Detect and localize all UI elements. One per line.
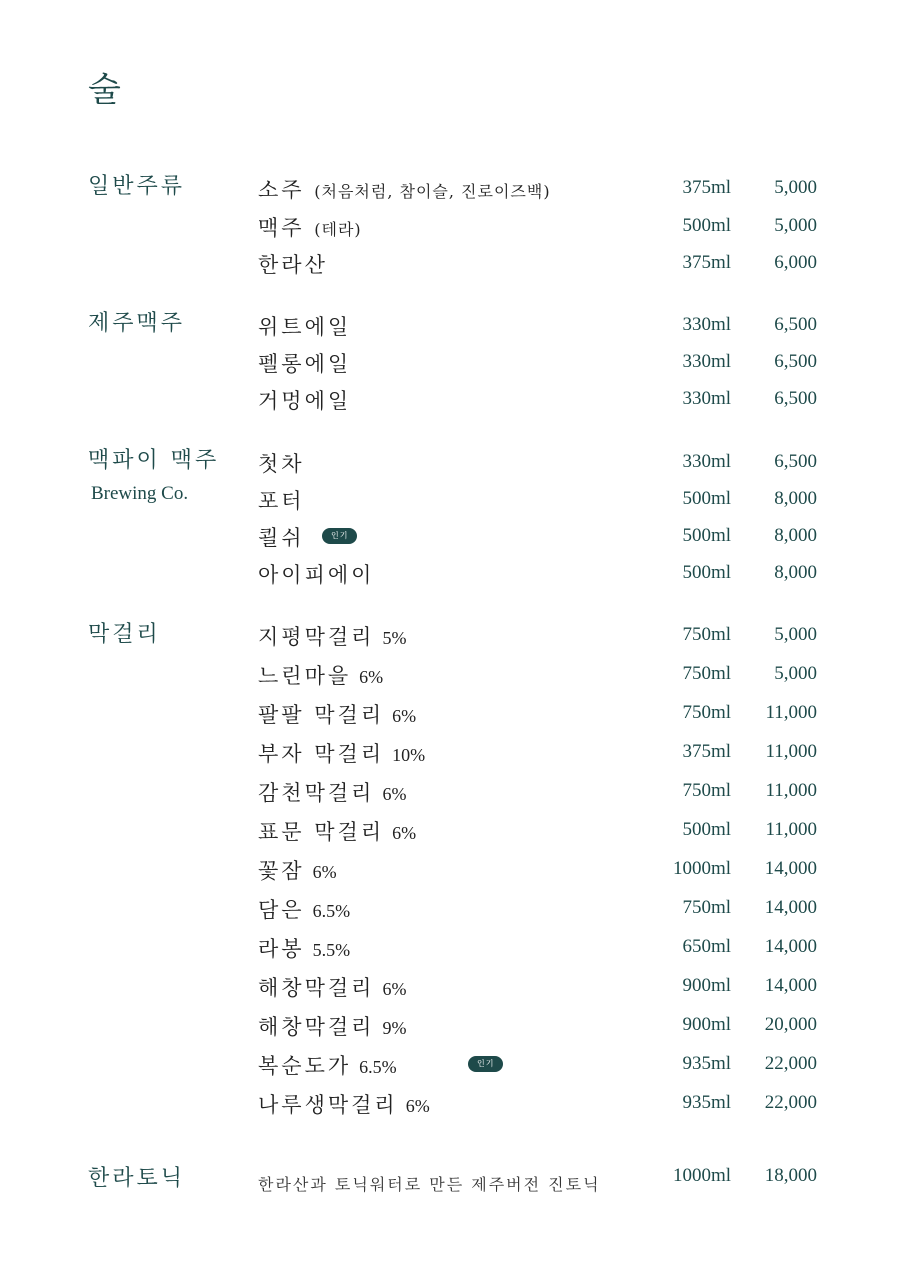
item-name: 쾰쉬 <box>258 526 305 550</box>
item-price: 6,000 <box>774 252 817 273</box>
item-price: 6,500 <box>774 388 817 409</box>
item-volume: 1000ml <box>672 1165 731 1186</box>
item-price: 11,000 <box>765 780 817 801</box>
menu-item <box>0 1011 905 1045</box>
item-abv: 6% <box>392 823 417 843</box>
item-price: 14,000 <box>764 936 817 957</box>
menu-item <box>0 855 905 889</box>
item-volume: 900ml <box>682 1014 731 1035</box>
item-volume: 330ml <box>682 451 731 472</box>
item-name: 맥주 <box>258 216 305 240</box>
item-price: 6,500 <box>774 451 817 472</box>
item-name: 라봉 <box>258 937 305 961</box>
item-name: 아이피에이 <box>258 563 375 587</box>
item-volume: 1000ml <box>672 858 731 879</box>
item-name: 해창막걸리 <box>258 1015 375 1039</box>
item-volume: 750ml <box>682 624 731 645</box>
section-title: 제주맥주 <box>88 311 186 336</box>
menu-item <box>0 699 905 733</box>
popular-badge: 인기 <box>468 1056 503 1072</box>
item-volume: 935ml <box>682 1053 731 1074</box>
item-name: 위트에일 <box>258 315 352 339</box>
menu-item <box>0 174 905 208</box>
item-name: 펠롱에일 <box>258 352 352 376</box>
menu-item <box>0 311 905 345</box>
item-price: 14,000 <box>764 975 817 996</box>
item-name: 나루생막걸리 <box>258 1093 398 1117</box>
item-price: 18,000 <box>764 1165 817 1186</box>
item-price: 11,000 <box>765 741 817 762</box>
item-price: 8,000 <box>774 488 817 509</box>
item-name: 복순도가 <box>258 1054 352 1078</box>
item-volume: 750ml <box>682 663 731 684</box>
menu-item <box>0 738 905 772</box>
section-title: 맥파이 맥주 <box>88 448 220 473</box>
item-name: 부자 막걸리 <box>258 742 385 766</box>
item-price: 5,000 <box>774 663 817 684</box>
item-price: 5,000 <box>774 624 817 645</box>
item-name: 한라산 <box>258 253 328 277</box>
item-abv: 6% <box>382 979 407 999</box>
item-volume: 330ml <box>682 314 731 335</box>
menu-item <box>0 348 905 382</box>
item-name: 거멍에일 <box>258 389 352 413</box>
menu-item <box>0 249 905 283</box>
item-abv: 6% <box>382 784 407 804</box>
item-volume: 375ml <box>682 252 731 273</box>
menu-item <box>0 559 905 593</box>
item-price: 14,000 <box>764 897 817 918</box>
item-abv: 5.5% <box>312 940 351 960</box>
item-price: 14,000 <box>764 858 817 879</box>
item-volume: 330ml <box>682 388 731 409</box>
item-volume: 500ml <box>682 215 731 236</box>
menu-item <box>0 522 905 556</box>
item-price: 11,000 <box>765 702 817 723</box>
item-volume: 750ml <box>682 897 731 918</box>
menu-item <box>0 816 905 850</box>
item-note: (테라) <box>314 220 362 239</box>
item-volume: 500ml <box>682 525 731 546</box>
item-price: 6,500 <box>774 314 817 335</box>
item-abv: 6% <box>392 706 417 726</box>
item-volume: 500ml <box>682 562 731 583</box>
menu-item <box>0 1162 905 1196</box>
popular-badge: 인기 <box>322 528 357 544</box>
item-name: 담은 <box>258 898 305 922</box>
item-price: 5,000 <box>774 177 817 198</box>
menu-item <box>0 660 905 694</box>
item-name: 소주 <box>258 178 305 202</box>
item-volume: 500ml <box>682 488 731 509</box>
item-volume: 500ml <box>682 819 731 840</box>
item-name: 지평막걸리 <box>258 625 375 649</box>
item-price: 20,000 <box>764 1014 817 1035</box>
page-title: 술 <box>88 70 122 110</box>
menu-item <box>0 777 905 811</box>
item-description: 한라산과 토닉워터로 만든 제주버전 진토닉 <box>258 1175 601 1194</box>
item-volume: 935ml <box>682 1092 731 1113</box>
item-abv: 6% <box>312 862 337 882</box>
item-price: 6,500 <box>774 351 817 372</box>
item-abv: 9% <box>382 1018 407 1038</box>
item-volume: 375ml <box>682 741 731 762</box>
item-abv: 6.5% <box>312 901 351 921</box>
item-abv: 5% <box>382 628 407 648</box>
item-name: 꽃잠 <box>258 859 305 883</box>
menu-item <box>0 385 905 419</box>
section-title: 막걸리 <box>88 622 161 647</box>
item-volume: 750ml <box>682 780 731 801</box>
menu-item <box>0 894 905 928</box>
item-name: 감천막걸리 <box>258 781 375 805</box>
item-price: 11,000 <box>765 819 817 840</box>
item-abv: 6.5% <box>359 1057 397 1077</box>
item-name: 첫차 <box>258 452 305 476</box>
item-volume: 750ml <box>682 702 731 723</box>
menu-item <box>0 485 905 519</box>
item-price: 8,000 <box>774 525 817 546</box>
item-name: 느린마을 <box>258 664 352 688</box>
item-abv: 6% <box>359 667 384 687</box>
section-title: 한라토닉 <box>88 1166 186 1191</box>
item-price: 8,000 <box>774 562 817 583</box>
menu-item <box>0 933 905 967</box>
item-name: 해창막걸리 <box>258 976 375 1000</box>
menu-item <box>0 1089 905 1123</box>
item-name: 표문 막걸리 <box>258 820 385 844</box>
item-abv: 10% <box>392 745 426 765</box>
item-volume: 650ml <box>682 936 731 957</box>
menu-item <box>0 972 905 1006</box>
menu-item <box>0 621 905 655</box>
item-price: 22,000 <box>764 1053 817 1074</box>
menu-item <box>0 448 905 482</box>
item-abv: 6% <box>405 1096 430 1116</box>
item-name: 포터 <box>258 489 305 513</box>
item-volume: 330ml <box>682 351 731 372</box>
item-price: 5,000 <box>774 215 817 236</box>
item-note: (처음처럼, 참이슬, 진로이즈백) <box>314 182 551 201</box>
section-title: 일반주류 <box>88 174 186 199</box>
item-volume: 375ml <box>682 177 731 198</box>
item-name: 팔팔 막걸리 <box>258 703 385 727</box>
menu-item <box>0 1050 905 1084</box>
item-price: 22,000 <box>764 1092 817 1113</box>
menu-item <box>0 212 905 246</box>
section-subtitle: Brewing Co. <box>91 483 189 504</box>
item-volume: 900ml <box>682 975 731 996</box>
